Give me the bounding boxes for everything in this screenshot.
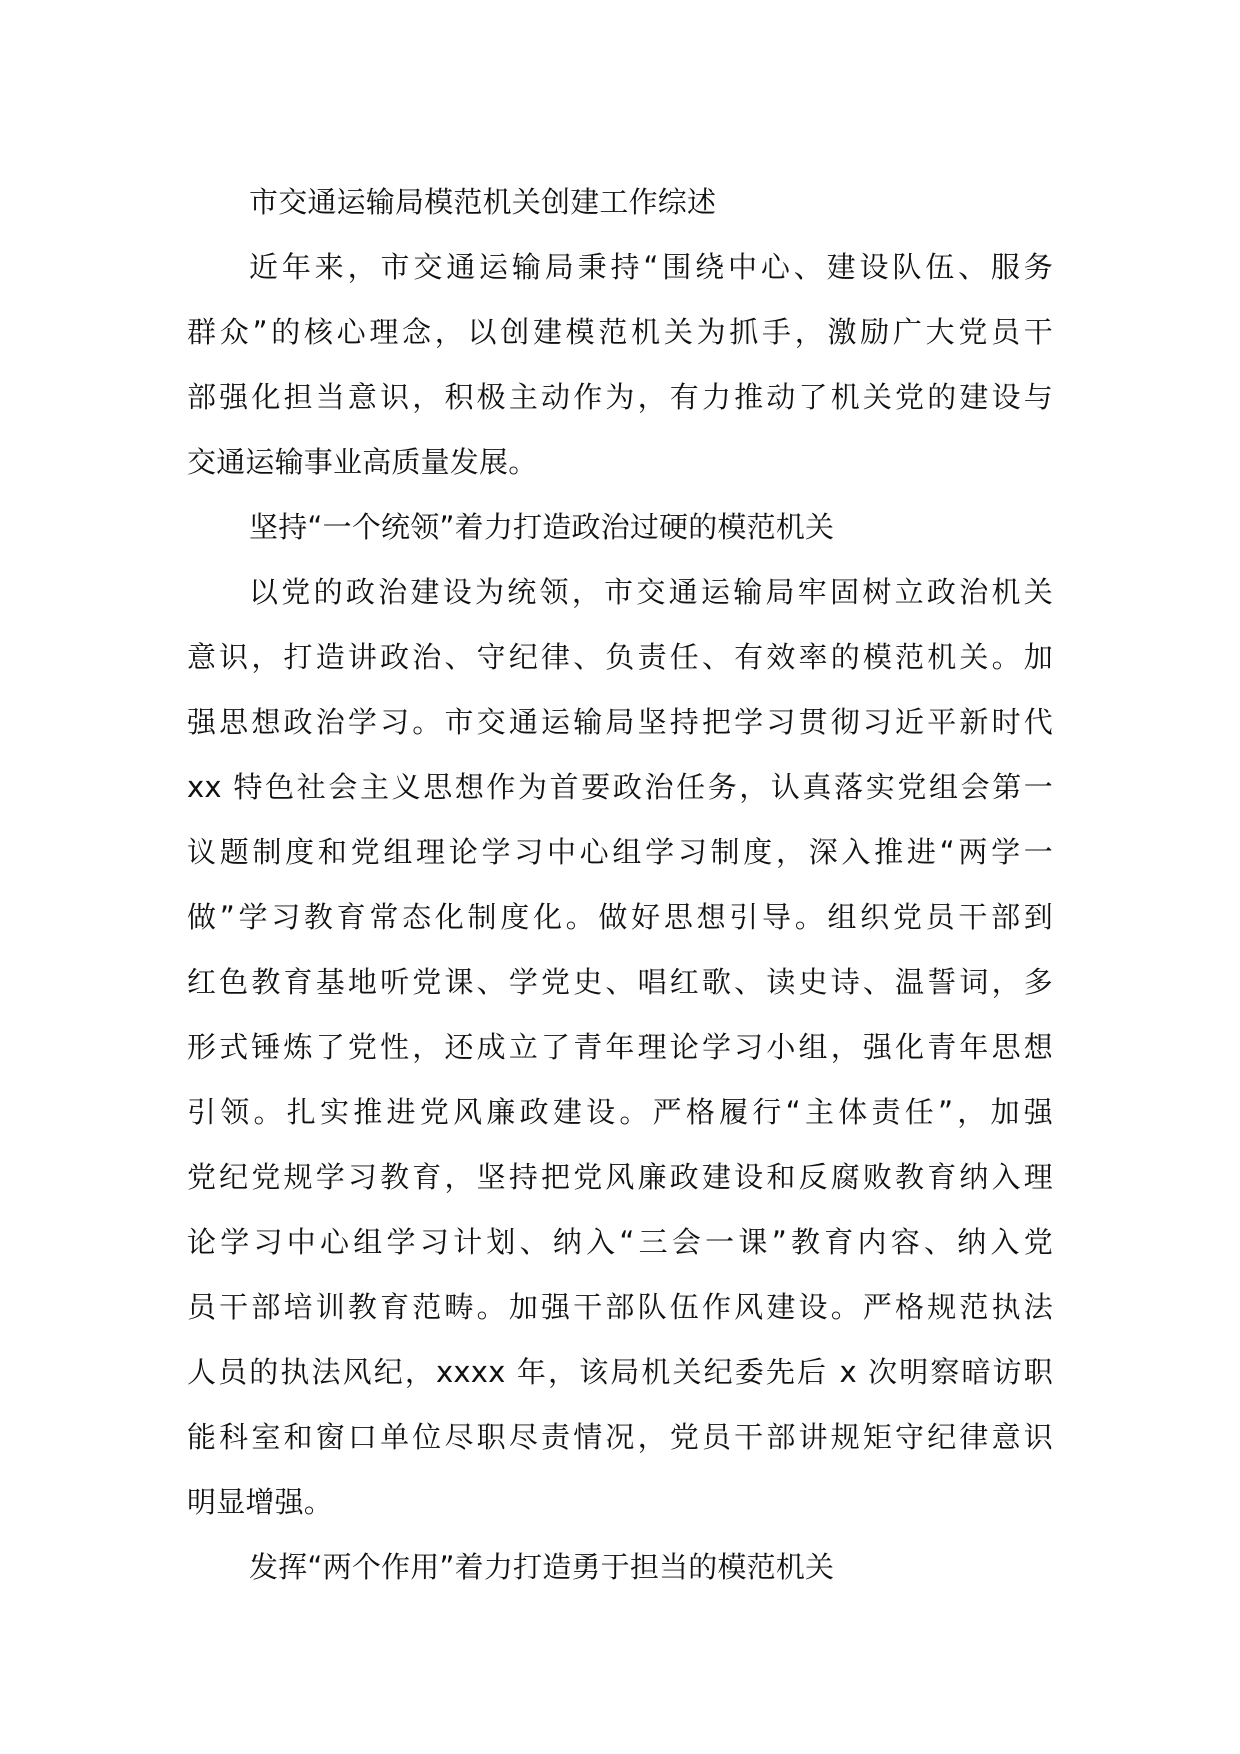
paragraph-line: 交通运输事业高质量发展。 [187,445,538,479]
paragraph-line: 人员的执法风纪，xxxx 年，该局机关纪委先后 x 次明察暗访职 [187,1355,1053,1389]
paragraph-line: 议题制度和党组理论学习中心组学习制度，深入推进“两学一 [187,835,1053,869]
paragraph-line: 明显增强。 [187,1485,334,1519]
paragraph-line: 意识，打造讲政治、守纪律、负责任、有效率的模范机关。加 [187,640,1053,674]
paragraph-line: 员干部培训教育范畴。加强干部队伍作风建设。严格规范执法 [187,1290,1053,1324]
section-heading: 坚持“一个统领”着力打造政治过硬的模范机关 [249,510,835,544]
paragraph-line: 强思想政治学习。市交通运输局坚持把学习贯彻习近平新时代 [187,705,1053,739]
paragraph-line: 红色教育基地听党课、学党史、唱红歌、读史诗、温誓词，多 [187,965,1053,999]
document-body [187,170,1053,1600]
paragraph-line: 引领。扎实推进党风廉政建设。严格履行“主体责任”，加强 [187,1095,1053,1129]
paragraph-line: 做”学习教育常态化制度化。做好思想引导。组织党员干部到 [187,900,1053,934]
paragraph-line: 党纪党规学习教育，坚持把党风廉政建设和反腐败教育纳入理 [187,1160,1053,1194]
document-title: 市交通运输局模范机关创建工作综述 [249,185,717,219]
paragraph-line: 群众”的核心理念，以创建模范机关为抓手，激励广大党员干 [187,315,1053,349]
paragraph-line: 部强化担当意识，积极主动作为，有力推动了机关党的建设与 [187,380,1053,414]
paragraph-line: xx 特色社会主义思想作为首要政治任务，认真落实党组会第一 [187,770,1053,804]
paragraph-line: 能科室和窗口单位尽职尽责情况，党员干部讲规矩守纪律意识 [187,1420,1053,1454]
paragraph-line: 以党的政治建设为统领，市交通运输局牢固树立政治机关 [249,575,1053,609]
paragraph-line: 近年来，市交通运输局秉持“围绕中心、建设队伍、服务 [249,250,1053,284]
section-heading: 发挥“两个作用”着力打造勇于担当的模范机关 [249,1550,835,1584]
paragraph-line: 形式锤炼了党性，还成立了青年理论学习小组，强化青年思想 [187,1030,1053,1064]
paragraph-line: 论学习中心组学习计划、纳入“三会一课”教育内容、纳入党 [187,1225,1053,1259]
